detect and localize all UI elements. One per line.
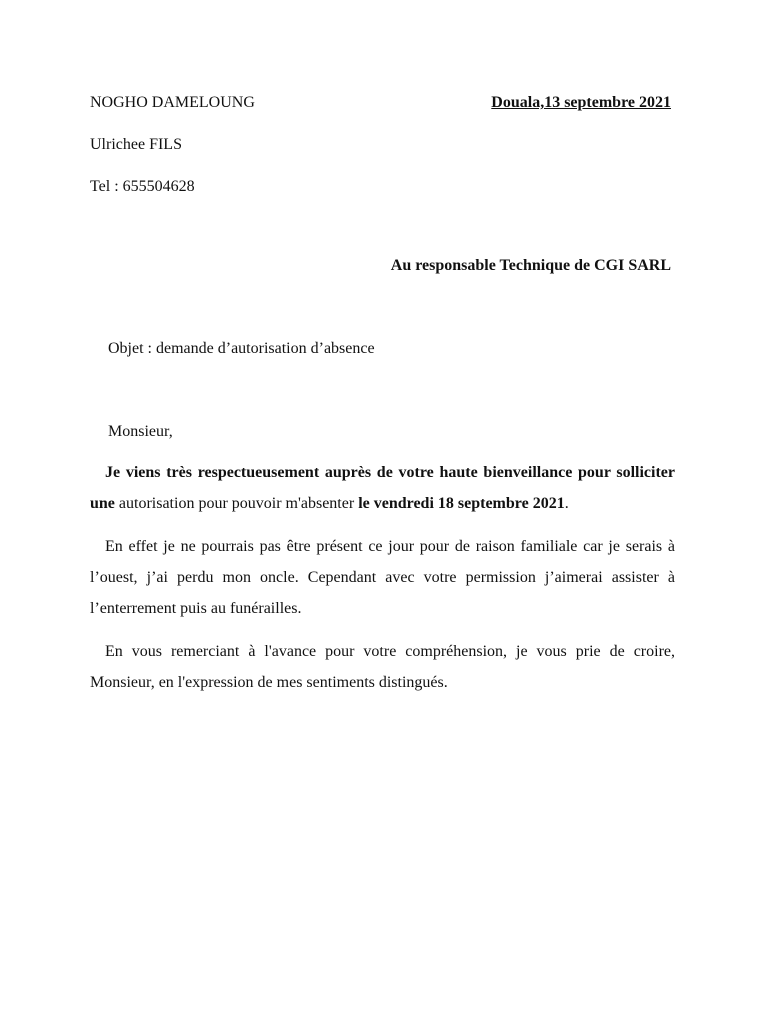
place-and-date: Douala,13 septembre 2021	[491, 94, 671, 111]
letter-object: Objet : demande d’autorisation d’absence	[108, 340, 375, 357]
body-paragraph-3	[90, 636, 675, 698]
paragraph-1-text: autorisation pour pouvoir m'absenter	[114, 495, 359, 512]
salutation: Monsieur,	[108, 423, 173, 440]
sender-first-name: Ulrichee FILS	[90, 136, 182, 153]
body-paragraph-2	[90, 531, 675, 624]
paragraph-3-text: En vous remerciant à l'avance pour votre compréhension, je vous prie de croire, Monsieur, en l'expression de mes sentiments distingués.	[90, 643, 675, 691]
paragraph-2-text: En effet je ne pourrais pas être présent ce jour pour de raison familiale car je serais à l’ouest, j’ai perdu mon oncle. Cependant avec votre permission j’aimerai assister à l’enterrement puis au funérailles.	[90, 538, 675, 617]
paragraph-1-bold-intro: Je viens très respectueusement auprès de votre haute bienveillance pour solliciter une	[90, 464, 675, 512]
sender-name: NOGHO DAMELOUNG	[90, 94, 255, 111]
paragraph-1-absence-date: le vendredi 18 septembre 2021	[358, 495, 565, 512]
sender-phone: Tel : 655504628	[90, 178, 195, 195]
paragraph-1-end: .	[564, 495, 569, 512]
body-paragraph-1	[90, 457, 675, 519]
recipient: Au responsable Technique de CGI SARL	[390, 257, 671, 274]
